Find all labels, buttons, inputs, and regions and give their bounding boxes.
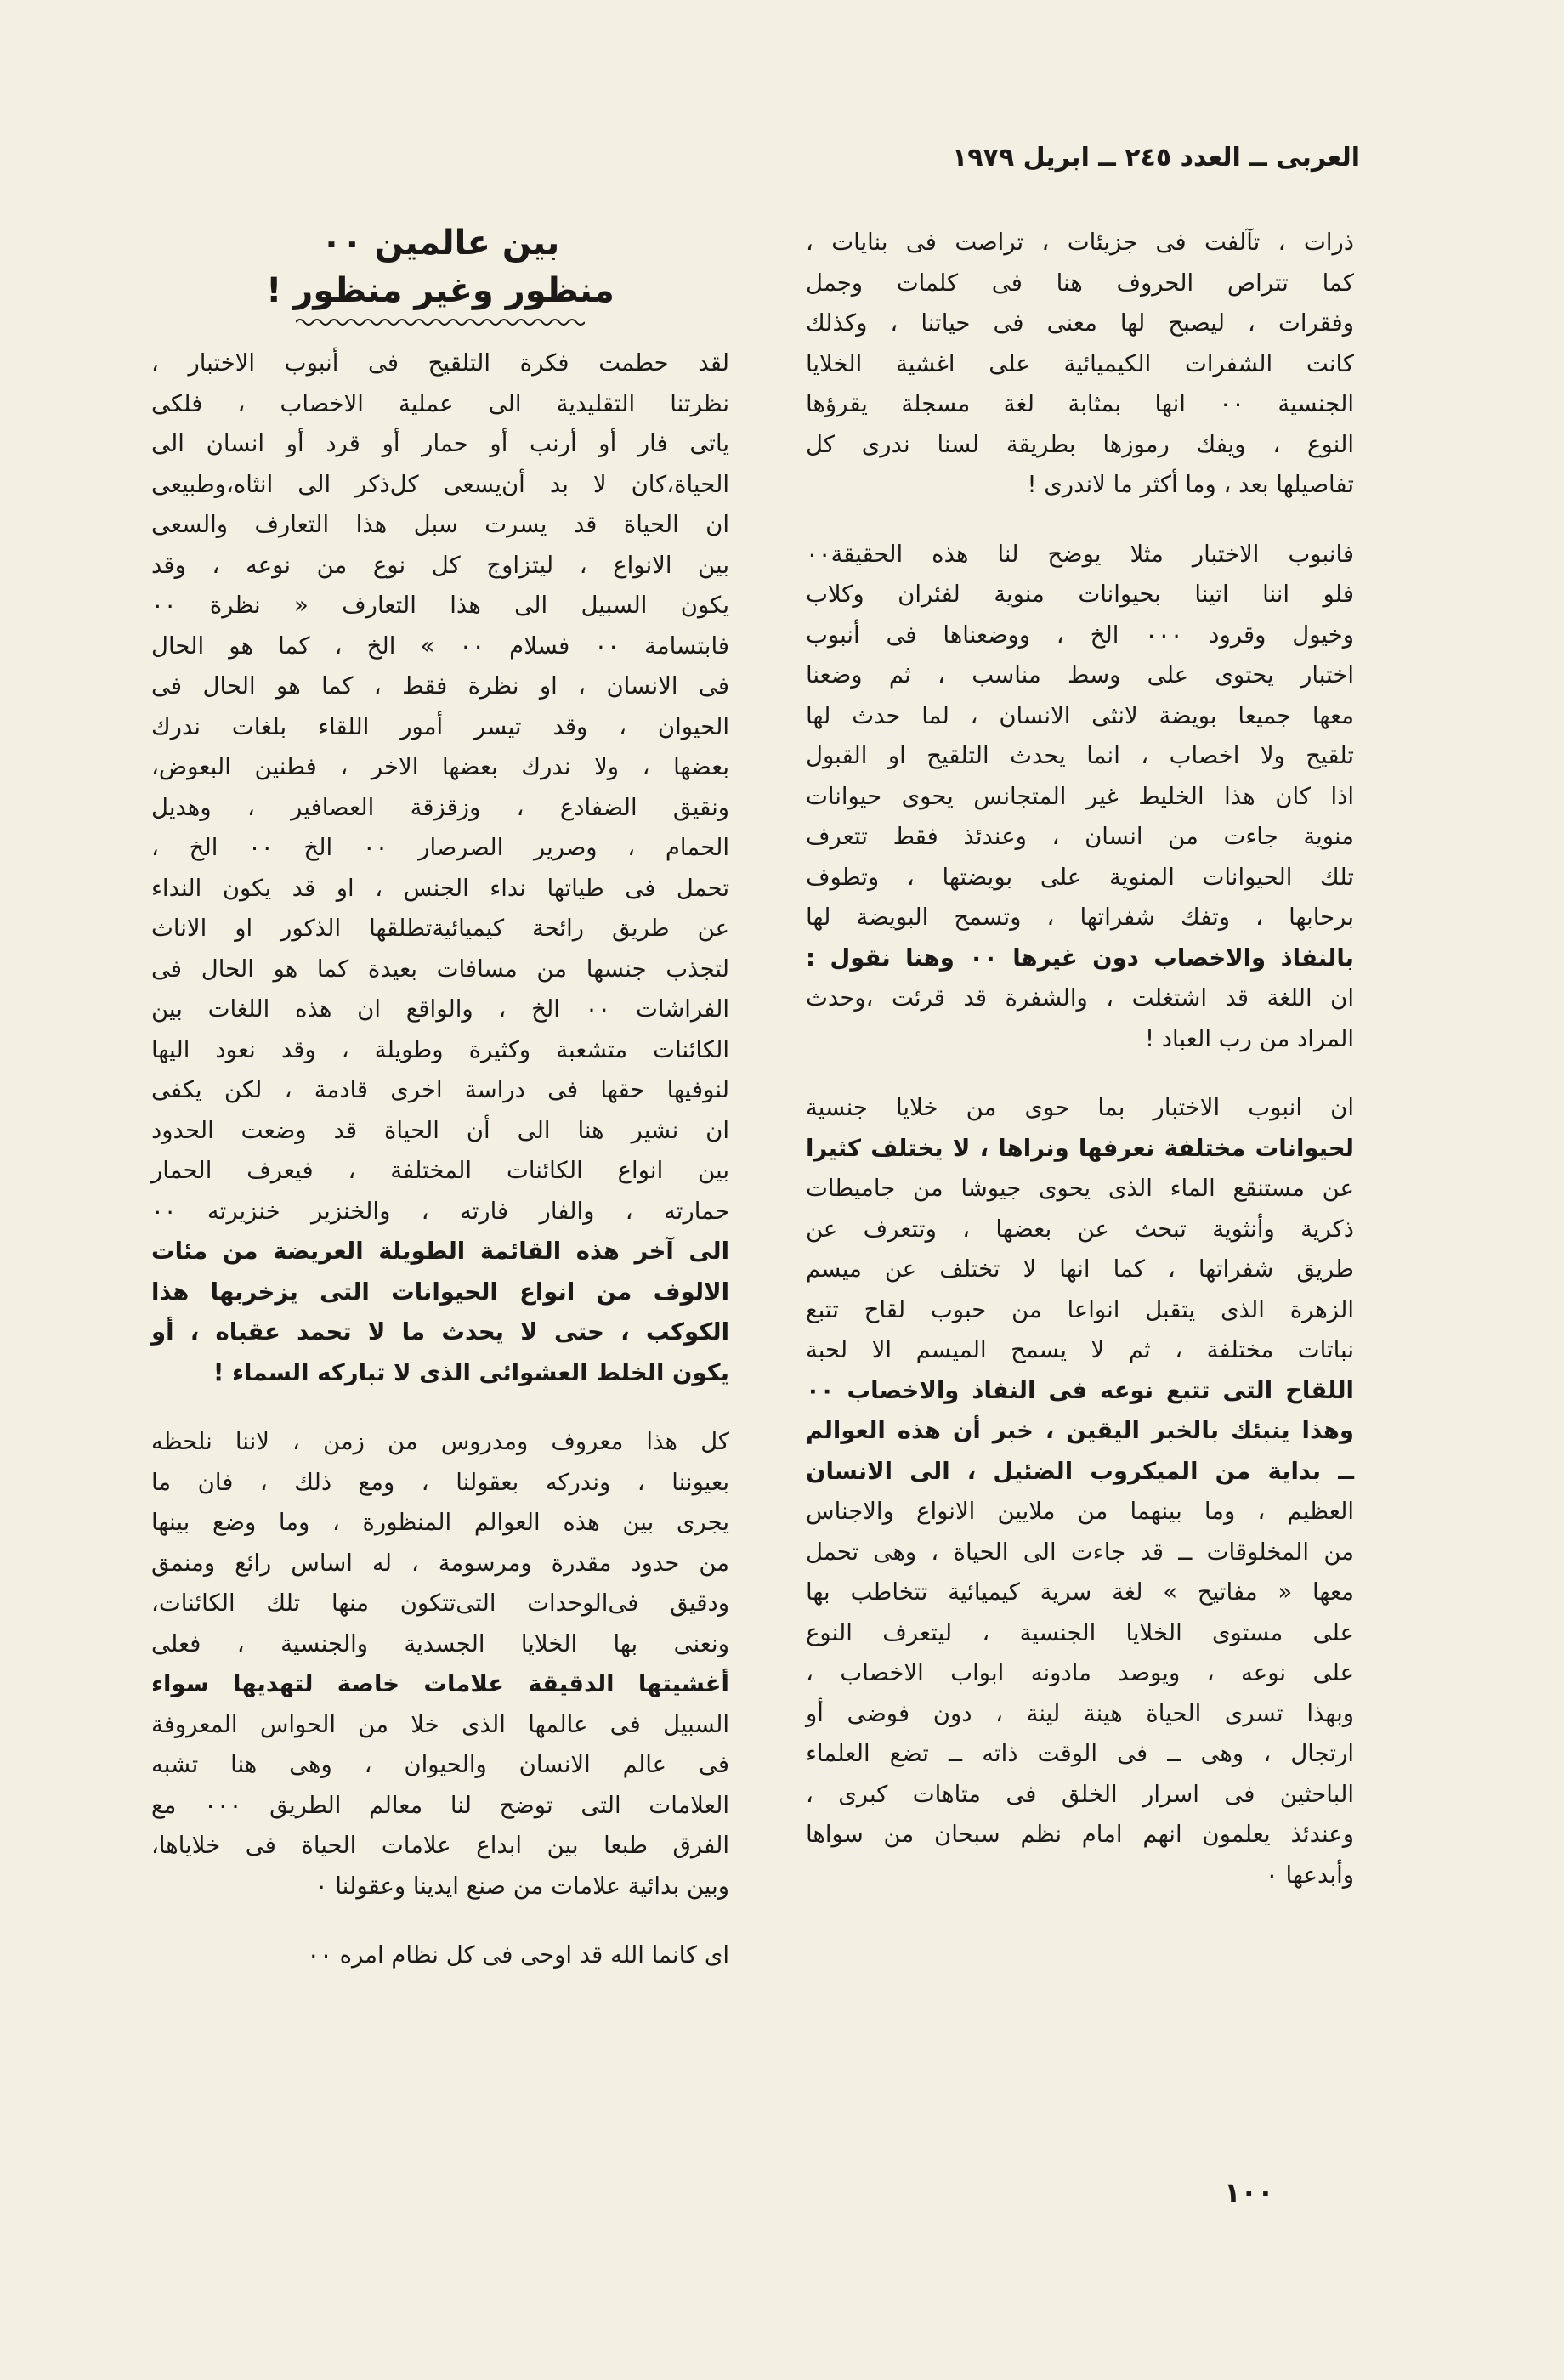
left-column	[151, 219, 729, 1976]
text-line: الكوكب ، حتى لا يحدث ما لا تحمد عقباه ، أو	[151, 1318, 729, 1346]
text-line: ان انبوب الاختبار بما حوى من خلايا جنسية	[806, 1094, 1354, 1121]
text-line: الباحثين فى اسرار الخلق فى متاهات كبرى ،	[806, 1780, 1354, 1808]
text-line: ارتجال ، وهى ــ فى الوقت ذاته ــ تضع العلماء	[806, 1740, 1354, 1767]
text-line: السبيل فى عالمها الذى خلا من الحواس المعروفة	[151, 1710, 729, 1738]
text-line: يكون السبيل الى هذا التعارف « نظرة ٠٠	[151, 592, 729, 619]
text-line: تلقيح ولا اخصاب ، انما يحدث التلقيح او القبول	[806, 742, 1354, 769]
text-line: وبهذا تسرى الحياة هينة لينة ، دون فوضى أو	[806, 1699, 1354, 1727]
text-line: وهذا ينبئك بالخبر اليقين ، خبر أن هذه العوالم	[806, 1417, 1354, 1444]
text-line: عن طريق رائحة كيميائية‌تطلقها الذكور او الاناث	[151, 915, 729, 942]
right-paragraph-3	[806, 1088, 1354, 1896]
text-line: اختبار يحتوى على وسط مناسب ، ثم وضعنا	[806, 661, 1354, 688]
text-line: حمارته ، والفار فارته ، والخنزير خنزيرته ٠٠	[151, 1197, 729, 1225]
left-paragraph-3	[151, 1935, 729, 1976]
text-line: وخيول وقرود ٠٠٠ الخ ، ووضعناها فى أنبوب	[806, 620, 1354, 649]
text-line: الالوف من انواع الحيوانات التى يزخربها هذا	[151, 1278, 729, 1306]
text-line: بالنفاذ والاخصاب دون غيرها ٠٠ وهنا نقول :	[806, 944, 1355, 972]
text-line: على نوعه ، ويوصد مادونه ابواب الاخصاب ،	[806, 1659, 1354, 1686]
text-line: لنوفيها حقها فى دراسة اخرى قادمة ، لكن يكفى	[151, 1076, 729, 1103]
left-paragraph-2	[151, 1422, 729, 1907]
text-line: تحمل فى طياتها نداء الجنس ، او قد يكون النداء	[151, 874, 729, 902]
text-line: ياتى فار أو أرنب أو حمار أو قرد أو انسان الى	[151, 430, 729, 457]
text-line: الجنسية ٠٠ انها بمثابة لغة مسجلة يقرؤها	[806, 390, 1354, 417]
text-line: فى الانسان ، او نظرة فقط ، كما هو الحال فى	[151, 672, 729, 700]
right-column	[806, 223, 1354, 1896]
text-line: وبين بدائية علامات من صنع ايدينا وعقولنا ٠	[314, 1872, 729, 1900]
text-line: وعندئذ يعلمون انهم امام نظم سبحان من سواها	[806, 1821, 1354, 1848]
text-line: ذرات ، تآلفت فى جزيئات ، تراصت فى بنايات ،	[806, 229, 1354, 256]
text-line: تفاصيلها بعد ، وما أكثر ما لاندرى !	[1027, 471, 1354, 498]
right-paragraph-1	[806, 223, 1354, 506]
text-line: كانت الشفرات الكيميائية على اغشية الخلايا	[806, 349, 1354, 377]
text-line: نظرتنا التقليدية الى عملية الاخصاب ، فلكى	[151, 389, 729, 417]
text-line: الزهرة الذى يتقبل انواعا من حبوب لقاح تتبع	[806, 1295, 1354, 1323]
text-line: من المخلوقات ــ قد جاءت الى الحياة ، وهى تحمل	[806, 1538, 1354, 1566]
text-line: أغشيتها الدقيقة علامات خاصة لتهديها سواء	[151, 1670, 729, 1697]
text-line: لتجذب جنسها من مسافات بعيدة كما هو الحال فى	[151, 955, 729, 983]
text-line: فابتسامة ٠٠ فسلام ٠٠ » الخ ، كما هو الحال	[151, 632, 729, 660]
text-line: فى عالم الانسان والحيوان ، وهى هنا تشبه	[151, 1751, 729, 1778]
text-line: العظيم ، وما بينهما من ملايين الانواع والاجناس	[806, 1498, 1354, 1525]
text-line: النوع ، ويفك رموزها بطريقة لسنا ندرى كل	[806, 430, 1354, 458]
text-line: بين الانواع ، ليتزاوج كل نوع من نوعه ، وقد	[151, 551, 729, 579]
text-line: بعيوننا ، وندركه بعقولنا ، ومع ذلك ، فان ما	[151, 1468, 729, 1496]
text-line: اذا كان هذا الخليط غير المتجانس يحوى حيوانات	[806, 782, 1354, 810]
text-line: ونعنى بها الخلايا الجسدية والجنسية ، فعلى	[151, 1629, 729, 1658]
text-line: تلك الحيوانات المنوية على بويضتها ، وتطوف	[806, 863, 1354, 891]
text-line: من حدود مقدرة ومرسومة ، له اساس رائع ومنمق	[151, 1549, 729, 1577]
text-line: المراد من رب العباد !	[1144, 1024, 1354, 1052]
text-line: الكائنات متشعبة وكثيرة وطويلة ، وقد نعود اليها	[151, 1035, 729, 1063]
section-title-line-2: منظور وغير منظور !	[266, 271, 615, 310]
text-line: كل هذا معروف ومدروس من زمن ، لاننا نلحظه	[151, 1428, 729, 1455]
page-number: ١٠٠	[1224, 2176, 1274, 2208]
text-line: على مستوى الخلايا الجنسية ، ليتعرف النوع	[806, 1618, 1354, 1646]
right-paragraph-2	[806, 535, 1354, 1060]
left-paragraph-1	[151, 343, 729, 1393]
text-line: ودقيق فى‌الوحدات التى‌تتكون منها تلك الكائنات،	[151, 1590, 729, 1617]
text-line: عن مستنقع الماء الذى يحوى جيوشا من جاميطات	[806, 1175, 1354, 1202]
text-line: بعضها ، ولا ندرك بعضها الاخر ، فطنين البعوض،	[151, 753, 729, 780]
text-line: بين انواع الكائنات المختلفة ، فيعرف الحمار	[151, 1157, 729, 1184]
running-header: العربى ــ العدد ٢٤٥ ــ ابريل ١٩٧٩	[951, 143, 1360, 173]
text-line: الحيوان ، وقد تيسر أمور اللقاء بلغات ندرك	[151, 712, 729, 740]
text-line: برحابها ، وتفك شفراتها ، وتسمح البويضة لها	[806, 904, 1354, 931]
text-line: الحمام ، وصرير الصرصار ٠٠ الخ ٠٠ الخ ،	[151, 834, 729, 861]
text-line: معها « مفاتيح » لغة سرية كيميائية تتخاطب بها	[806, 1578, 1354, 1606]
text-line: ذكرية وأنثوية تبحث عن بعضها ، وتتعرف عن	[806, 1215, 1354, 1243]
text-line: الفرق طبعا بين ابداع علامات الحياة فى خلاياها،	[151, 1832, 729, 1859]
text-line: معها جميعا بويضة لانثى الانسان ، لما حدث لها	[806, 701, 1354, 729]
text-line: ونقيق الضفادع ، وزقزقة العصافير ، وهديل	[151, 793, 729, 821]
text-line: فانبوب الاختبار مثلا يوضح لنا هذه الحقيقة٠٠	[806, 540, 1354, 568]
text-line: الى آخر هذه القائمة الطويلة العريضة من مئات	[151, 1238, 729, 1265]
text-line: وأبدعها ٠	[1266, 1861, 1354, 1889]
section-title-line-1: بين عالمين ٠٠	[320, 224, 560, 263]
text-line: فلو اننا اتينا بحيوانات منوية لفئران وكلاب	[806, 581, 1354, 608]
wavy-rule-ornament	[296, 316, 585, 328]
text-line: يجرى بين هذه العوالم المنظورة ، وما وضع بينها	[151, 1509, 729, 1536]
text-line: ان الحياة قد يسرت سبل هذا التعارف والسعى	[151, 511, 729, 538]
text-line: نباتات مختلفة ، ثم لا يسمح الميسم الا لحبة	[806, 1336, 1354, 1363]
text-line: ان نشير هنا الى أن الحياة قد وضعت الحدود	[151, 1116, 729, 1144]
text-line: منوية جاءت من انسان ، وعندئذ فقط تتعرف	[806, 823, 1354, 850]
text-line: لحيوانات مختلفة نعرفها ونراها ، لا يختلف كثيرا	[806, 1134, 1354, 1162]
text-line: الفراشات ٠٠ الخ ، والواقع ان هذه اللغات بين	[151, 995, 730, 1023]
text-line: لقد حطمت فكرة التلقيح فى أنبوب الاختبار ،	[151, 349, 729, 377]
text-line: اللقاح التى تتبع نوعه فى النفاذ والاخصاب ٠٠	[806, 1376, 1354, 1404]
text-line: كما تتراص الحروف هنا فى كلمات وجمل	[806, 269, 1354, 297]
text-line: وفقرات ، ليصبح لها معنى فى حياتنا ، وكذلك	[806, 309, 1354, 337]
text-line: اى كانما الله قد اوحى فى كل نظام امره ٠٠	[307, 1941, 729, 1969]
text-line: العلامات التى توضح لنا معالم الطريق ٠٠٠ مع	[151, 1791, 729, 1819]
text-line: ــ بداية من الميكروب الضئيل ، الى الانسان	[806, 1457, 1354, 1485]
text-line: الحياة،كان لا بد أن‌يسعى كل‌ذكر الى انثاه،وطبيعى	[151, 470, 729, 498]
section-title	[151, 219, 729, 314]
text-line: يكون الخلط العشوائى الذى لا تباركه السماء !	[212, 1358, 729, 1386]
text-line: ان اللغة قد اشتغلت ، والشفرة قد قرئت ،وحدث	[806, 984, 1354, 1012]
text-line: طريق شفراتها ، كما انها لا تختلف عن ميسم	[806, 1255, 1354, 1283]
